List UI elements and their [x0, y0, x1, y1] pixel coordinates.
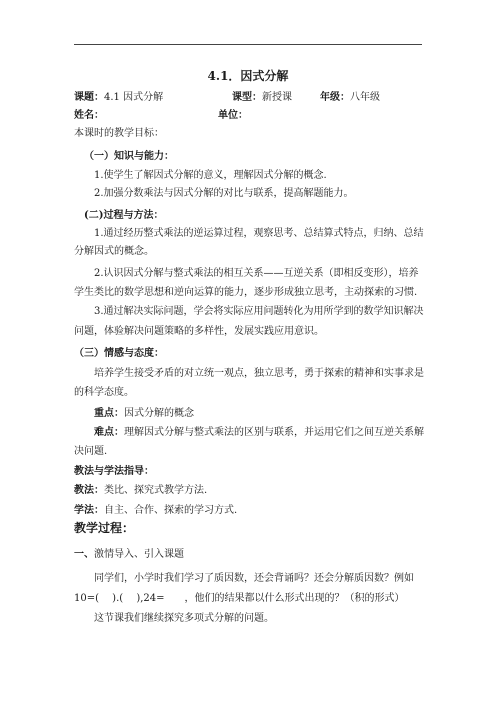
goal2-heading: (二)过程与方法：	[84, 210, 164, 221]
difficulty-line1	[94, 426, 424, 439]
meta-type	[232, 91, 292, 104]
teach-method	[74, 484, 207, 497]
teach-label: 教法：	[74, 485, 104, 496]
goal1-item-1: 1.使学生了解因式分解的意义，理解因式分解的概念.	[94, 170, 327, 181]
type-value: 新授课	[262, 92, 292, 103]
type-label: 课型：	[232, 92, 262, 103]
section1-title: 激情导入、引入课题	[94, 549, 184, 560]
grade-label: 年级：	[320, 92, 350, 103]
goal3-line1: 培养学生接受矛盾的对立统一观点，独立思考，勇于探索的精神和实事求是	[94, 368, 424, 379]
difficulty-line2: 决问题.	[74, 446, 108, 457]
grade-value: 八年级	[350, 92, 380, 103]
key-point	[94, 407, 194, 420]
meta-topic	[74, 91, 163, 104]
learn-text: 自主、合作、探索的学习方式.	[104, 505, 238, 516]
learn-label: 学法：	[74, 505, 104, 516]
goal2-p2-line1: 2.认识因式分解与整式乘法的相互关系——互逆关系（即相反变形），培养	[94, 268, 419, 279]
process-heading: 教学过程：	[74, 521, 135, 535]
goal2-p1-line2: 分解因式的概念。	[74, 246, 154, 257]
topic-value: 4.1 因式分解	[104, 92, 164, 103]
goal1-heading: （一）知识与能力：	[84, 151, 174, 162]
key-text: 因式分解的概念	[124, 408, 194, 419]
teach-text: 类比、探究式教学方法.	[104, 485, 208, 496]
key-label: 重点：	[94, 408, 124, 419]
name-label: 姓名：	[74, 110, 104, 121]
unit-label: 单位：	[218, 110, 248, 121]
difficulty-label: 难点：	[94, 427, 124, 438]
section1-number: 一、	[74, 549, 94, 560]
section1-heading	[74, 548, 184, 561]
difficulty-text: 理解因式分解与整式乘法的区别与联系，并运用它们之间互逆关系解	[124, 427, 424, 438]
section1-line2: 10=( ).( ),24= ，他们的结果都以什么形式出现的？（积的形式）	[74, 593, 405, 604]
goal3-line2: 的科学态度。	[74, 387, 134, 398]
goal2-p2-line2: 学生类比的数学思想和逆向运算的能力，逐步形成独立思考，主动探索的习惯.	[74, 287, 418, 298]
goal2-p3-line1: 3.通过解决实际问题，学会将实际应用问题转化为用所学到的数学知识解决	[94, 306, 424, 317]
intro-line: 本课时的教学目标：	[74, 128, 164, 139]
goal3-heading: （三）情感与态度：	[74, 348, 164, 359]
learn-method	[74, 504, 237, 517]
meta-grade	[320, 91, 380, 104]
goal2-p1-line1: 1.通过经历整式乘法的逆运算过程，观察思考、总结算式特点，归纳、总结	[94, 228, 424, 239]
goal2-p3-line2: 问题，体验解决问题策略的多样性，发展实践应用意识。	[74, 326, 324, 337]
header-rule	[74, 44, 422, 45]
section1-line1: 同学们，小学时我们学习了质因数，还会背诵吗？还会分解质因数？例如	[94, 573, 414, 584]
page-title: 4.1．因式分解	[207, 69, 289, 83]
methods-heading: 教法与学法指导：	[74, 466, 154, 477]
topic-label: 课题：	[74, 92, 104, 103]
goal1-item-2: 2.加强分数乘法与因式分解的对比与联系，提高解题能力。	[94, 188, 354, 199]
section1-line3: 这节课我们继续探究多项式分解的问题。	[94, 613, 274, 624]
